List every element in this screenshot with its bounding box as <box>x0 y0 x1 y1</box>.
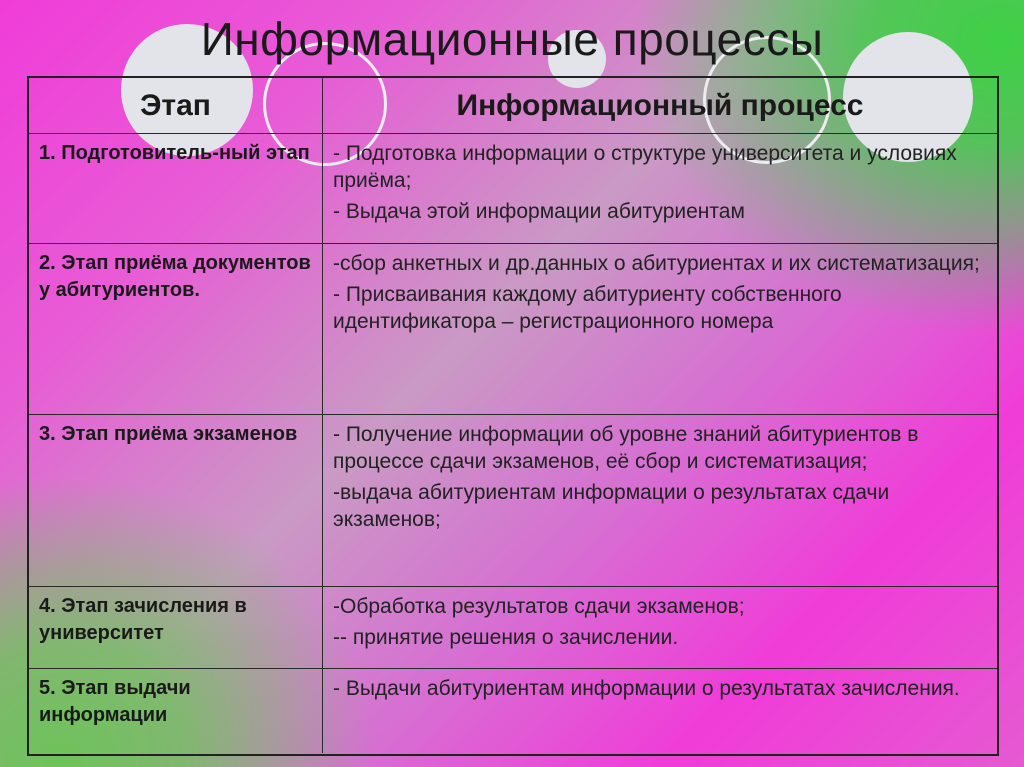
slide-title: Информационные процессы <box>200 13 824 65</box>
stage-cell-1: 1. Подготовитель-ный этап <box>29 134 323 244</box>
process-item: -- принятие решения о зачислении. <box>333 626 679 649</box>
stage-cell-2: 2. Этап приёма документов у абитуриентов. <box>29 244 323 415</box>
process-item: - Присваивания каждому абитуриенту собственного идентификатора – регистрационного номера <box>333 283 842 333</box>
process-cell-3 <box>323 415 997 587</box>
process-cell-4 <box>323 587 997 669</box>
stage-cell-3: 3. Этап приёма экзаменов <box>29 415 323 587</box>
process-item: -сбор анкетных и др.данных о абитуриентах и их систематизация; <box>333 252 980 275</box>
process-cell-2 <box>323 244 997 415</box>
process-item: - Подготовка информации о структуре университета и условиях приёма; <box>333 142 957 192</box>
header-process: Информационный процесс <box>323 78 997 134</box>
process-item: -выдача абитуриентам информации о результатах сдачи экзаменов; <box>333 481 890 531</box>
process-item: -Обработка результатов сдачи экзаменов; <box>333 595 745 618</box>
process-cell-1 <box>323 134 997 244</box>
process-item: - Выдача этой информации абитуриентам <box>333 200 745 223</box>
process-table <box>27 76 999 756</box>
stage-cell-4: 4. Этап зачисления в университет <box>29 587 323 669</box>
process-cell-5 <box>323 669 997 753</box>
process-item: - Получение информации об уровне знаний абитуриентов в процессе сдачи экзаменов, её сбор и систематизация; <box>333 423 919 473</box>
process-item: - Выдачи абитуриентам информации о результатах зачисления. <box>333 677 960 700</box>
stage-cell-5: 5. Этап выдачи информации <box>29 669 323 753</box>
header-stage: Этап <box>29 78 323 134</box>
